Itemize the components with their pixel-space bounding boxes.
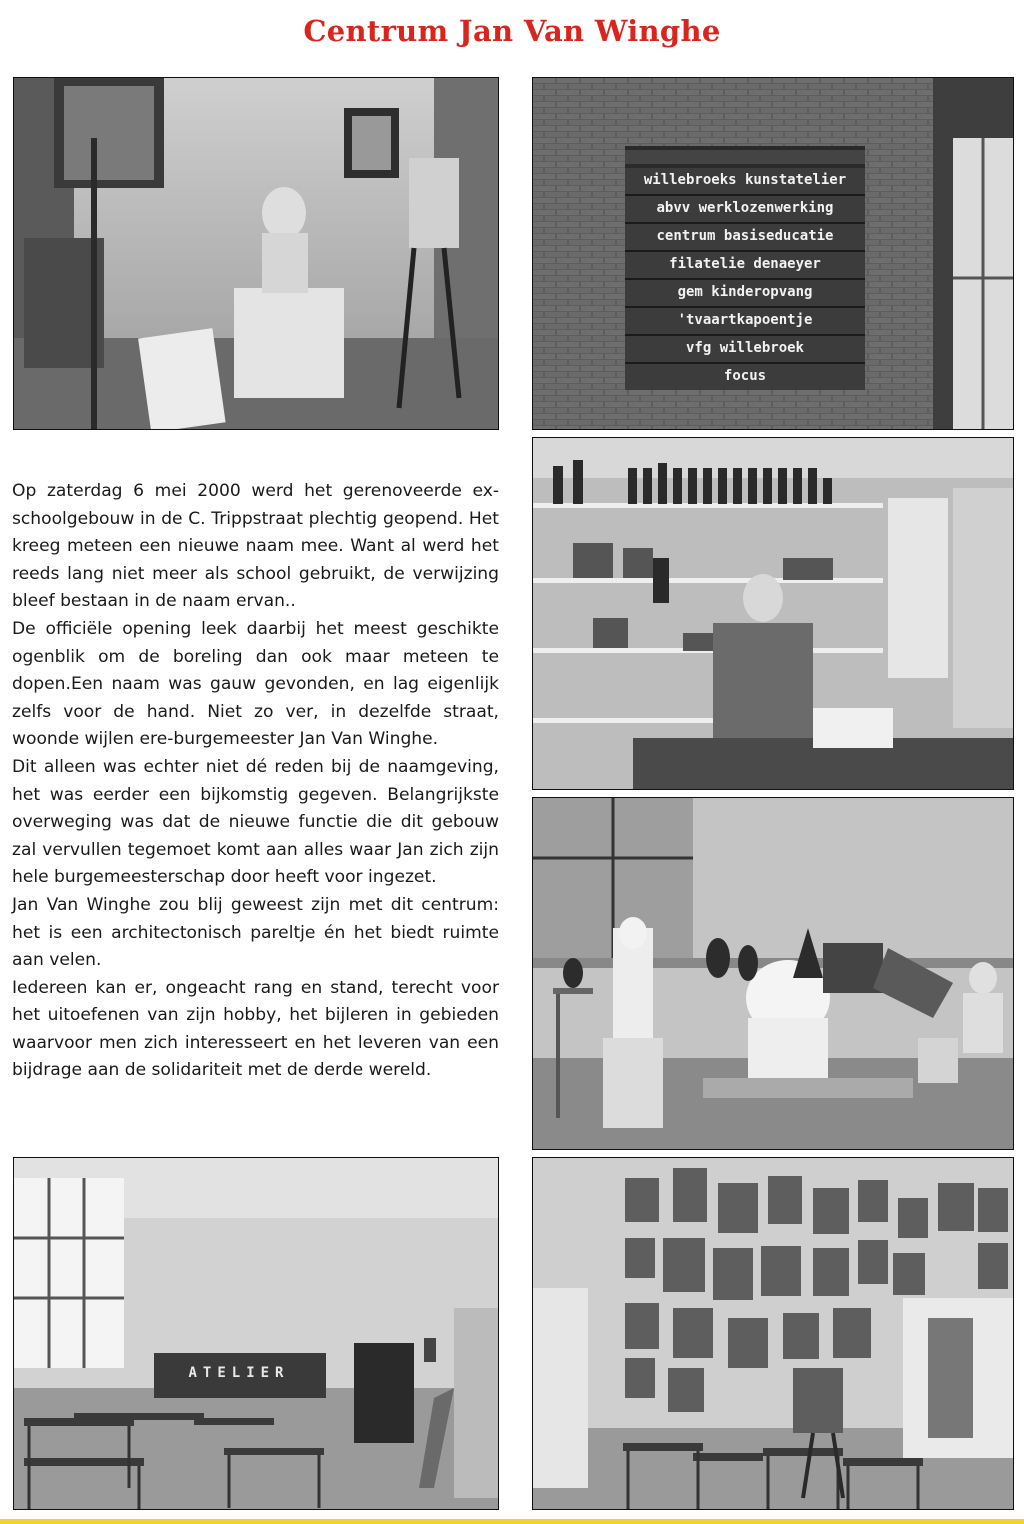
sign-line: 'tvaartkapoentje <box>625 308 865 336</box>
chalkboard-text: ATELIER <box>188 1365 290 1381</box>
article-body <box>12 478 499 1085</box>
article-paragraph: Dit alleen was echter niet dé reden bij de naamgeving, het was eerder een bijkomstig gegeven. Belangrijkste overweging was dat de nieuwe functie die dit gebouw zal vervullen tegemoet komt aan alles waar Jan zich zijn hele burgemeesterschap door heeft voor ingezet. <box>12 756 499 888</box>
sign-line: abvv werklozenwerking <box>625 196 865 224</box>
article-paragraph: Op zaterdag 6 mei 2000 werd het gerenoveerde ex-schoolgebouw in de C. Trippstraat plechtig geopend. Het kreeg meteen een nieuwe naam mee. Want al werd het reeds lang niet meer als school gebruikt, de verwijzing bleef bestaan in de naam ervan.. <box>12 481 499 612</box>
sign-line: centrum basiseducatie <box>625 224 865 252</box>
photo-drawing-atelier <box>532 1157 1014 1510</box>
article-paragraph: Jan Van Winghe zou blij geweest zijn met dit centrum: het is een architectonisch pareltje én het biedt ruimte aan velen. <box>12 894 499 971</box>
article-paragraph: Iedereen kan er, ongeacht rang en stand, terecht voor het uitoefenen van zijn hobby, het bijleren in gebieden waarvoor men zich interesseert en het leveren van een bijdrage aan de solidariteit met de derde wereld. <box>12 977 499 1081</box>
sign-line: willebroeks kunstatelier <box>625 168 865 196</box>
footer-accent-bar <box>0 1519 1024 1524</box>
photo-studio-sculpture <box>13 77 499 430</box>
page-title: Centrum Jan Van Winghe <box>303 14 721 48</box>
sign-board <box>625 168 865 390</box>
photo-building-sign <box>532 77 1014 430</box>
sign-line: gem kinderopvang <box>625 280 865 308</box>
article-paragraph: De officiële opening leek daarbij het meest geschikte ogenblik om de boreling dan ook maar meteen te dopen.Een naam was gauw gevonden, en lag eigenlijk zelfs voor de hand. Niet zo ver, in dezelfde straat, woonde wijlen ere-burgemeester Jan Van Winghe. <box>12 618 499 750</box>
photo-classroom <box>13 1157 499 1510</box>
photo-sculpture-atelier <box>532 797 1014 1150</box>
sign-line: focus <box>625 364 865 390</box>
sign-line: vfg willebroek <box>625 336 865 364</box>
photo-worldshop <box>532 437 1014 790</box>
sign-line: filatelie denaeyer <box>625 252 865 280</box>
